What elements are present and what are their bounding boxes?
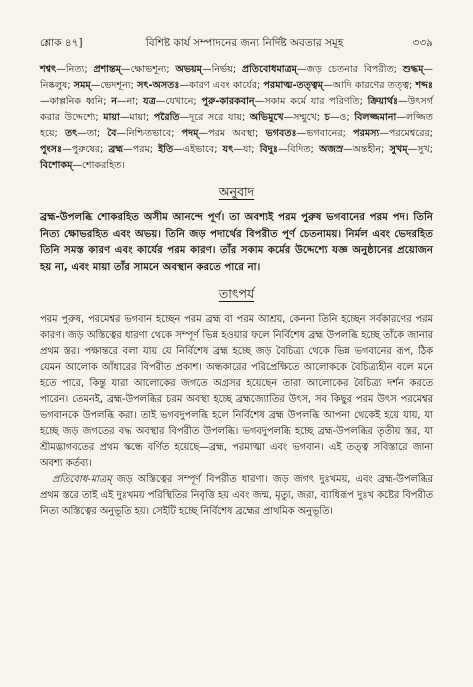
- purport-sanskrit-term: প্রতিবোধ-মাত্রম্: [52, 474, 112, 485]
- synonym-meaning: —ভগবানের;: [296, 128, 354, 139]
- synonym-term: চ: [324, 112, 330, 123]
- synonym-term: পরমস্য: [353, 128, 380, 139]
- synonym-term: ভগবতঃ: [265, 128, 297, 139]
- synonym-term: ব্রহ্ম: [108, 144, 124, 155]
- synonym-meaning: —যেখানে;: [155, 96, 202, 107]
- purport-body: [40, 312, 433, 520]
- synonym-meaning: —না;: [117, 96, 144, 107]
- synonym-meaning: —পুরুষের;: [62, 144, 109, 155]
- synonym-term: অভিমুখে: [249, 112, 284, 123]
- synonym-term: বিশোকম্: [40, 160, 73, 171]
- synonym-meaning: —শোকরহিত।: [72, 160, 125, 171]
- synonym-meaning: —কারণ এবং কার্যের;: [179, 80, 264, 91]
- synonym-term: পুংসঃ: [40, 144, 63, 155]
- synonym-meaning: —ক্ষোভশূন্য;: [121, 64, 176, 75]
- synonym-meaning: —যা;: [233, 144, 260, 155]
- synonym-meaning: —সম্মুখে;: [283, 112, 325, 123]
- synonym-meaning: —নির্ভয়;: [201, 64, 242, 75]
- translation-text: ব্রহ্ম-উপলব্ধি শোকরহিত অসীম আনন্দে পূর্ণ। তা অবশ্যই পরম পুরুষ ভগবানের পরম পদ। তিনি নিত্য ক্ষোভরহিত এবং অভয়। তিনি জড় পদার্থের বিপরীত পূর্ণ চেতনাময়। নির্মল এবং ভেদরহিত তিনি সমস্ত কারণ এবং কার্যের পরম কারণ। তাঁর সকাম কর্মের উদ্দেশ্যে যজ্ঞ অনুষ্ঠানের প্রয়োজন হয় না, এবং মায়া তাঁর সামনে অবস্থান করতে পারে না।: [40, 212, 433, 273]
- page-number: ৩৩৯: [412, 37, 433, 49]
- synonym-meaning: —সকাম কর্মে যার পরিণতি;: [254, 96, 368, 107]
- synonym-term: ইতি: [158, 144, 174, 155]
- translation-heading: অনুবাদ: [218, 184, 255, 199]
- synonym-meaning: —দূরে সরে যায়;: [179, 112, 250, 123]
- synonym-term: যৎ: [222, 144, 234, 155]
- purport-paragraph: পরম পুরুষ, পরমেশ্বর ভগবান হচ্ছেন পরম ব্রহ্ম বা পরম আশ্রয়, কেননা তিনি হচ্ছেন সর্বকারণের পরম কারণ। জড় অস্তিত্বের ধারণা থেকে সম্পূর্ণ ভিন্ন হওয়ার ফলে নির্বিশেষ ব্রহ্ম উপলব্ধি হচ্ছে তাঁকে জানার প্রথম স্তর। পক্ষান্তরে বলা যায় যে নির্বিশেষ ব্রহ্ম হচ্ছে জড় বৈচিত্র্য থেকে ভিন্ন ভগবানের রূপ, ঠিক যেমন আলোক আঁধারের বিপরীত প্রকাশ। অন্ধকারের পরিপ্রেক্ষিতে আলোককে বৈচিত্র্যহীন বলে মনে হতে পারে, কিন্তু যারা আলোকের জগতে অগ্রসর হয়েছেন তারা আলোকের বৈচিত্র্য দর্শন করতে পারেন। তেমনই, ব্রহ্ম-উপলব্ধির চরম অবস্থা হচ্ছে ব্রহ্মজ্যোতির উৎস, সব কিছুর পরম উৎস পরমেশ্বর ভগবানকে উপলব্ধি করা। তাই ভগবদুপলব্ধি হলে নির্বিশেষ ব্রহ্ম উপলব্ধি আপনা থেকেই হয়ে যায়, যা হচ্ছে জড় জগতের বদ্ধ অবস্থার বিপরীত উপলব্ধি। ভগবদুপলব্ধি হচ্ছে ব্রহ্ম-উপলব্ধির তৃতীয় স্তর, যা শ্রীমদ্ভাগবতের প্রথম স্কন্ধে বর্ণিত হয়েছে—ব্রহ্ম, পরমাত্মা এবং ভগবান। এই তত্ত্ব সবিস্তারে জানা অবশ্য কর্তব্য।: [40, 314, 433, 469]
- synonym-meaning: —ও;: [329, 112, 355, 123]
- purport-paragraph-text: জড় অস্তিত্বের সম্পূর্ণ বিপরীত ধারণা। জড় জগৎ দুঃখময়, এবং ব্রহ্ম-উপলব্ধির প্রথম স্তরে তাই এই দুঃখময় পরিস্থিতির নিবৃত্তি হয় এবং জন্ম, মৃত্যু, জরা, ব্যাধিরূপ দুঃখ কষ্টের বিপরীত নিত্য অস্তিত্বের অনুভূতি হয়। সেইটি হচ্ছে নির্বিশেষ ব্রহ্মের প্রাথমিক অনুভূতি।: [40, 474, 433, 517]
- synonym-term: পরৈতি: [153, 112, 180, 123]
- synonym-meaning: —মায়া;: [119, 112, 154, 123]
- synonym-term: বৈ: [107, 128, 117, 139]
- synonym-meaning: —নিশ্চিতভাবে;: [116, 128, 182, 139]
- synonym-meaning: —জড় চেতনার বিপরীত;: [296, 64, 403, 75]
- synonym-meaning: —কাল্পনিক ধ্বনি;: [40, 96, 112, 107]
- synonym-term: সৎ-অসতঃ: [137, 80, 180, 91]
- synonym-term: তৎ: [64, 128, 78, 139]
- synonym-term: প্রতিবোধমাত্রম্: [242, 64, 297, 75]
- synonym-term: যত্র: [143, 96, 156, 107]
- synonym-term: প্রশান্তম্: [93, 64, 122, 75]
- synonym-term: অজস্র: [319, 144, 344, 155]
- synonym-term: পরমাত্ম-তত্ত্বম্: [263, 80, 324, 91]
- synonym-meaning: —পরমেশ্বরের;: [379, 128, 433, 139]
- synonym-term: শুদ্ধম্: [402, 64, 424, 75]
- verse-reference: শ্লোক ৪৭]: [40, 37, 83, 49]
- synonym-meaning: —তা;: [77, 128, 108, 139]
- synonym-meaning: —নিষ্কলুষ;: [40, 64, 434, 91]
- synonym-meaning: —পরম;: [123, 144, 159, 155]
- synonym-term: শব্দঃ: [415, 80, 433, 91]
- synonym-term: ন: [111, 96, 118, 107]
- synonym-meaning: —নিত্য;: [56, 64, 94, 75]
- synonym-term: বিলজ্জমানা: [354, 112, 397, 123]
- word-for-word-synonyms: [40, 62, 433, 174]
- synonym-meaning: —লজ্জিত হয়ে;: [40, 112, 434, 139]
- synonym-meaning: —অন্তহীন;: [343, 144, 390, 155]
- synonym-term: পদম্: [181, 128, 199, 139]
- synonym-term: শশ্বৎ: [40, 64, 57, 75]
- synonym-meaning: —আদি কারণের তত্ত্ব;: [323, 80, 416, 91]
- synonym-term: সমম্: [73, 80, 91, 91]
- synonym-term: সুখম্: [389, 144, 408, 155]
- synonym-term: পুরু-কারকবান্: [201, 96, 255, 107]
- synonym-meaning: —সুখ;: [407, 144, 433, 155]
- synonym-term: মায়া: [103, 112, 120, 123]
- purport-paragraph: [40, 472, 433, 520]
- running-header: [40, 36, 433, 53]
- synonym-term: ক্রিয়ার্থঃ: [367, 96, 399, 107]
- synonym-meaning: —ভেদশূন্য;: [90, 80, 138, 91]
- synonym-meaning: —উৎসর্গ করার উদ্দেশ্যে;: [40, 96, 433, 123]
- purport-heading: তাৎপর্য: [218, 286, 255, 301]
- synonym-term: বিদুঃ: [259, 144, 278, 155]
- synonym-term: অভয়ম্: [175, 64, 202, 75]
- synonym-meaning: —পরম অবস্থা;: [198, 128, 266, 139]
- chapter-title: বিশিষ্ট কার্য সম্পাদনের জন্য নির্দিষ্ট অবতার সমূহ: [145, 37, 344, 49]
- synonym-meaning: —বিদিত;: [277, 144, 320, 155]
- synonym-meaning: —এইভাবে;: [173, 144, 223, 155]
